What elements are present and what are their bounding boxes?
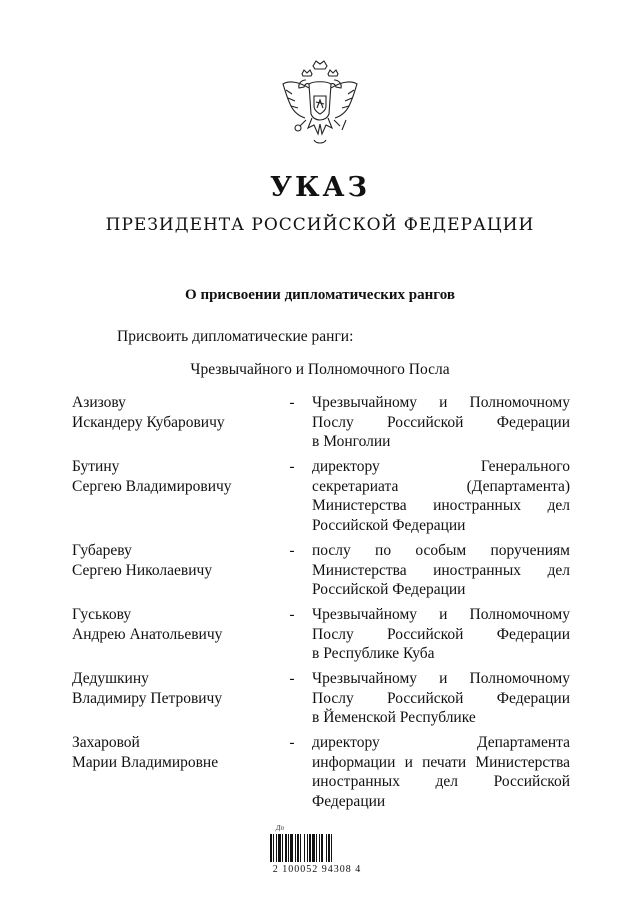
appointee-surname: Губареву [72,542,132,559]
barcode-bar [319,834,320,862]
appointee-surname: Захаровой [72,734,140,751]
barcode-bar [285,834,287,862]
position-line: Чрезвычайному и Полномочному [312,394,570,411]
barcode-bar [288,834,289,862]
position-line: информации и печати Министерства [312,753,570,771]
position-line: Послу Российской Федерации [312,413,570,431]
rank-title: Чрезвычайного и Полномочного Посла [190,361,450,378]
barcode-bar [331,834,332,862]
barcode-bar [304,834,305,862]
appointee-name [72,393,277,432]
barcode-bar [312,834,315,862]
appointee-given-name: Марии Владимировне [72,753,219,771]
appointee-given-name: Сергею Владимировичу [72,477,232,495]
appointee-position [312,541,570,600]
barcode-bar [290,834,293,862]
barcode-bar [270,834,272,862]
coat-of-arms-emblem [276,56,364,152]
position-line: Министерства иностранных дел [312,561,570,579]
appointee-surname: Гуськову [72,606,132,623]
appointee-given-name: Сергею Николаевичу [72,561,213,579]
position-line: Министерства иностранных дел [312,497,570,514]
barcode-bar [300,834,301,862]
barcode-bar [278,834,281,862]
barcode-bar [328,834,330,862]
dash-separator: - [289,734,295,751]
appointee-name [72,541,277,580]
appointee-position [312,605,570,664]
position-line: директору Департамента [312,734,570,751]
dash-separator: - [289,458,295,475]
position-line: Послу Российской Федерации [312,625,570,643]
dash-separator: - [289,542,295,559]
appointee-name [72,733,277,772]
barcode-mark: Дп [276,824,284,832]
appointee-position [312,393,570,452]
position-line: Послу Российской Федерации [312,689,570,707]
appointee-surname: Дедушкину [72,670,149,687]
decree-intro: Присвоить дипломатические ранги: [117,328,354,345]
barcode-bar [326,834,327,862]
barcode-bar [295,834,296,862]
appointee-name [72,457,277,496]
barcode-bar [316,834,317,862]
barcode-bar [307,834,308,862]
position-line: секретариата (Департамента) [312,477,570,495]
position-line: директору Генерального [312,458,570,475]
position-line: в Республике Куба [312,645,435,662]
dash-separator: - [289,606,295,623]
appointee-surname: Бутину [72,458,120,475]
dash-separator: - [289,670,295,687]
barcode-bar [282,834,283,862]
appointee-given-name: Владимиру Петровичу [72,689,223,707]
dash-separator: - [289,394,295,411]
decree-heading: О присвоении дипломатических рангов [185,287,455,303]
barcode-bar [321,834,323,862]
document-subtitle: ПРЕЗИДЕНТА РОССИЙСКОЙ ФЕДЕРАЦИИ [105,215,535,235]
appointee-position [312,457,570,535]
position-line: Федерации [312,792,386,810]
barcode-bar [273,834,274,862]
barcode-bars [270,834,364,862]
barcode-bar [309,834,311,862]
position-line: Чрезвычайному и Полномочному [312,670,570,687]
position-line: иностранных дел Российской [312,773,570,790]
appointee-position [312,669,570,728]
document-barcode [262,824,372,880]
barcode-number: 2 100052 94308 4 [272,864,362,875]
appointee-given-name: Андрею Анатольевичу [72,625,223,643]
appointee-given-name: Искандеру Кубаровичу [72,413,225,431]
position-line: в Монголии [312,433,391,450]
appointee-name [72,605,277,644]
position-line: в Йеменской Республике [312,709,476,726]
document-title: УКАЗ [270,172,370,203]
position-line: Чрезвычайному и Полномочному [312,606,570,623]
position-line: Российской Федерации [312,516,466,534]
position-line: послу по особым поручениям [312,542,570,559]
barcode-bar [297,834,299,862]
appointee-position [312,733,570,811]
appointee-name [72,669,277,708]
position-line: Российской Федерации [312,581,466,598]
barcode-bar [276,834,277,862]
appointee-surname: Азизову [72,394,126,411]
